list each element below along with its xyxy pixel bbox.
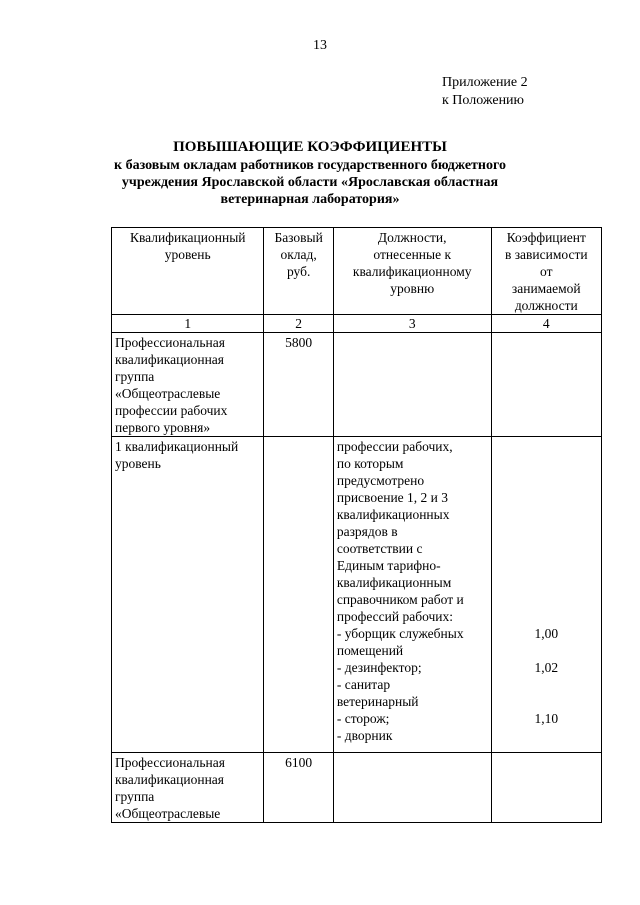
cell-line: помещений — [336, 643, 404, 658]
header-base-salary — [264, 228, 333, 315]
cell-line: профессии рабочих — [115, 403, 228, 418]
cell-line: - санитар — [336, 677, 391, 692]
appendix-line-2: к Положению — [442, 93, 525, 108]
cell-line: соответствии с — [336, 541, 423, 556]
cell-line: Профессиональная — [115, 755, 225, 770]
cell-line: ветеринарный — [336, 694, 419, 709]
header-text: Коэффициент — [506, 230, 586, 245]
cell-line: «Общеотраслевые — [115, 806, 221, 821]
cell-line: «Общеотраслевые — [115, 386, 221, 401]
title-sub-line-1: к базовым окладам работников государственного бюджетного — [114, 158, 506, 173]
cell-line: квалификационных — [336, 507, 450, 522]
header-text: должности — [514, 298, 578, 313]
coefficients-table — [111, 227, 602, 823]
cell-line: - сторож; — [336, 711, 390, 726]
header-text: квалификационному — [352, 264, 472, 279]
cell-line: квалификационная — [115, 352, 224, 367]
cell-line: профессии рабочих, — [336, 439, 453, 454]
column-number: 1 — [112, 315, 264, 333]
cell-line: Профессиональная — [115, 335, 225, 350]
header-text: уровень — [164, 247, 211, 262]
cell-line: первого уровня» — [115, 420, 211, 435]
header-text: отнесенные к — [373, 247, 452, 262]
page-number: 13 — [313, 38, 327, 53]
cell-line: Единым тарифно- — [336, 558, 441, 573]
header-positions — [333, 228, 491, 315]
cell-line: предусмотрено — [336, 473, 425, 488]
header-text: уровню — [390, 281, 435, 296]
qualification-level-cell — [112, 437, 264, 753]
title-sub-line-3: ветеринарная лаборатория» — [220, 192, 400, 207]
document-title — [100, 139, 520, 208]
base-salary-cell: 5800 — [264, 333, 333, 437]
title-main: ПОВЫШАЮЩИЕ КОЭФФИЦИЕНТЫ — [173, 139, 447, 155]
header-text: в зависимости — [504, 247, 588, 262]
cell-line: разрядов в — [336, 524, 398, 539]
cell-line: - дезинфектор; — [336, 660, 422, 675]
header-text: от — [540, 264, 553, 279]
cell-line: квалификационная — [115, 772, 224, 787]
cell-line: группа — [115, 789, 155, 804]
cell-line: уровень — [115, 456, 161, 471]
cell-line: - дворник — [336, 728, 393, 743]
positions-cell — [333, 753, 491, 823]
column-number: 2 — [264, 315, 333, 333]
coefficient-cell — [491, 333, 601, 437]
table-row — [112, 753, 602, 823]
cell-line: группа — [115, 369, 155, 384]
table-row — [112, 333, 602, 437]
header-text: руб. — [286, 264, 311, 279]
coefficient-cell — [491, 753, 601, 823]
title-sub-line-2: учреждения Ярославской области «Ярославская областная — [121, 175, 499, 190]
header-text: Базовый — [274, 230, 323, 245]
coefficient-cell — [491, 437, 601, 753]
cell-line: 1 квалификационный — [115, 439, 239, 454]
appendix-line-1: Приложение 2 — [442, 75, 528, 90]
header-text: оклад, — [280, 247, 317, 262]
table-header-row — [112, 228, 602, 315]
table-row — [112, 437, 602, 753]
header-qualification-level — [112, 228, 264, 315]
cell-line: - уборщик служебных — [336, 626, 464, 641]
cell-line: присвоение 1, 2 и 3 — [336, 490, 449, 505]
base-salary-cell: 6100 — [264, 753, 333, 823]
header-text: Квалификационный — [129, 230, 246, 245]
qualification-level-cell — [112, 333, 264, 437]
appendix-note — [442, 74, 528, 110]
cell-line: профессий рабочих: — [336, 609, 453, 624]
coefficient-value: 1,02 — [534, 660, 559, 675]
base-salary-cell — [264, 437, 333, 753]
column-number: 4 — [491, 315, 601, 333]
cell-line: справочником работ и — [336, 592, 464, 607]
coefficient-value: 1,00 — [534, 626, 559, 641]
column-number-row — [112, 315, 602, 333]
header-text: занимаемой — [511, 281, 581, 296]
header-coefficient — [491, 228, 601, 315]
qualification-level-cell — [112, 753, 264, 823]
positions-cell — [333, 333, 491, 437]
header-text: Должности, — [377, 230, 447, 245]
positions-cell — [333, 437, 491, 753]
column-number: 3 — [333, 315, 491, 333]
coefficient-value: 1,10 — [534, 711, 559, 726]
cell-line: квалификационным — [336, 575, 452, 590]
cell-line: по которым — [336, 456, 404, 471]
